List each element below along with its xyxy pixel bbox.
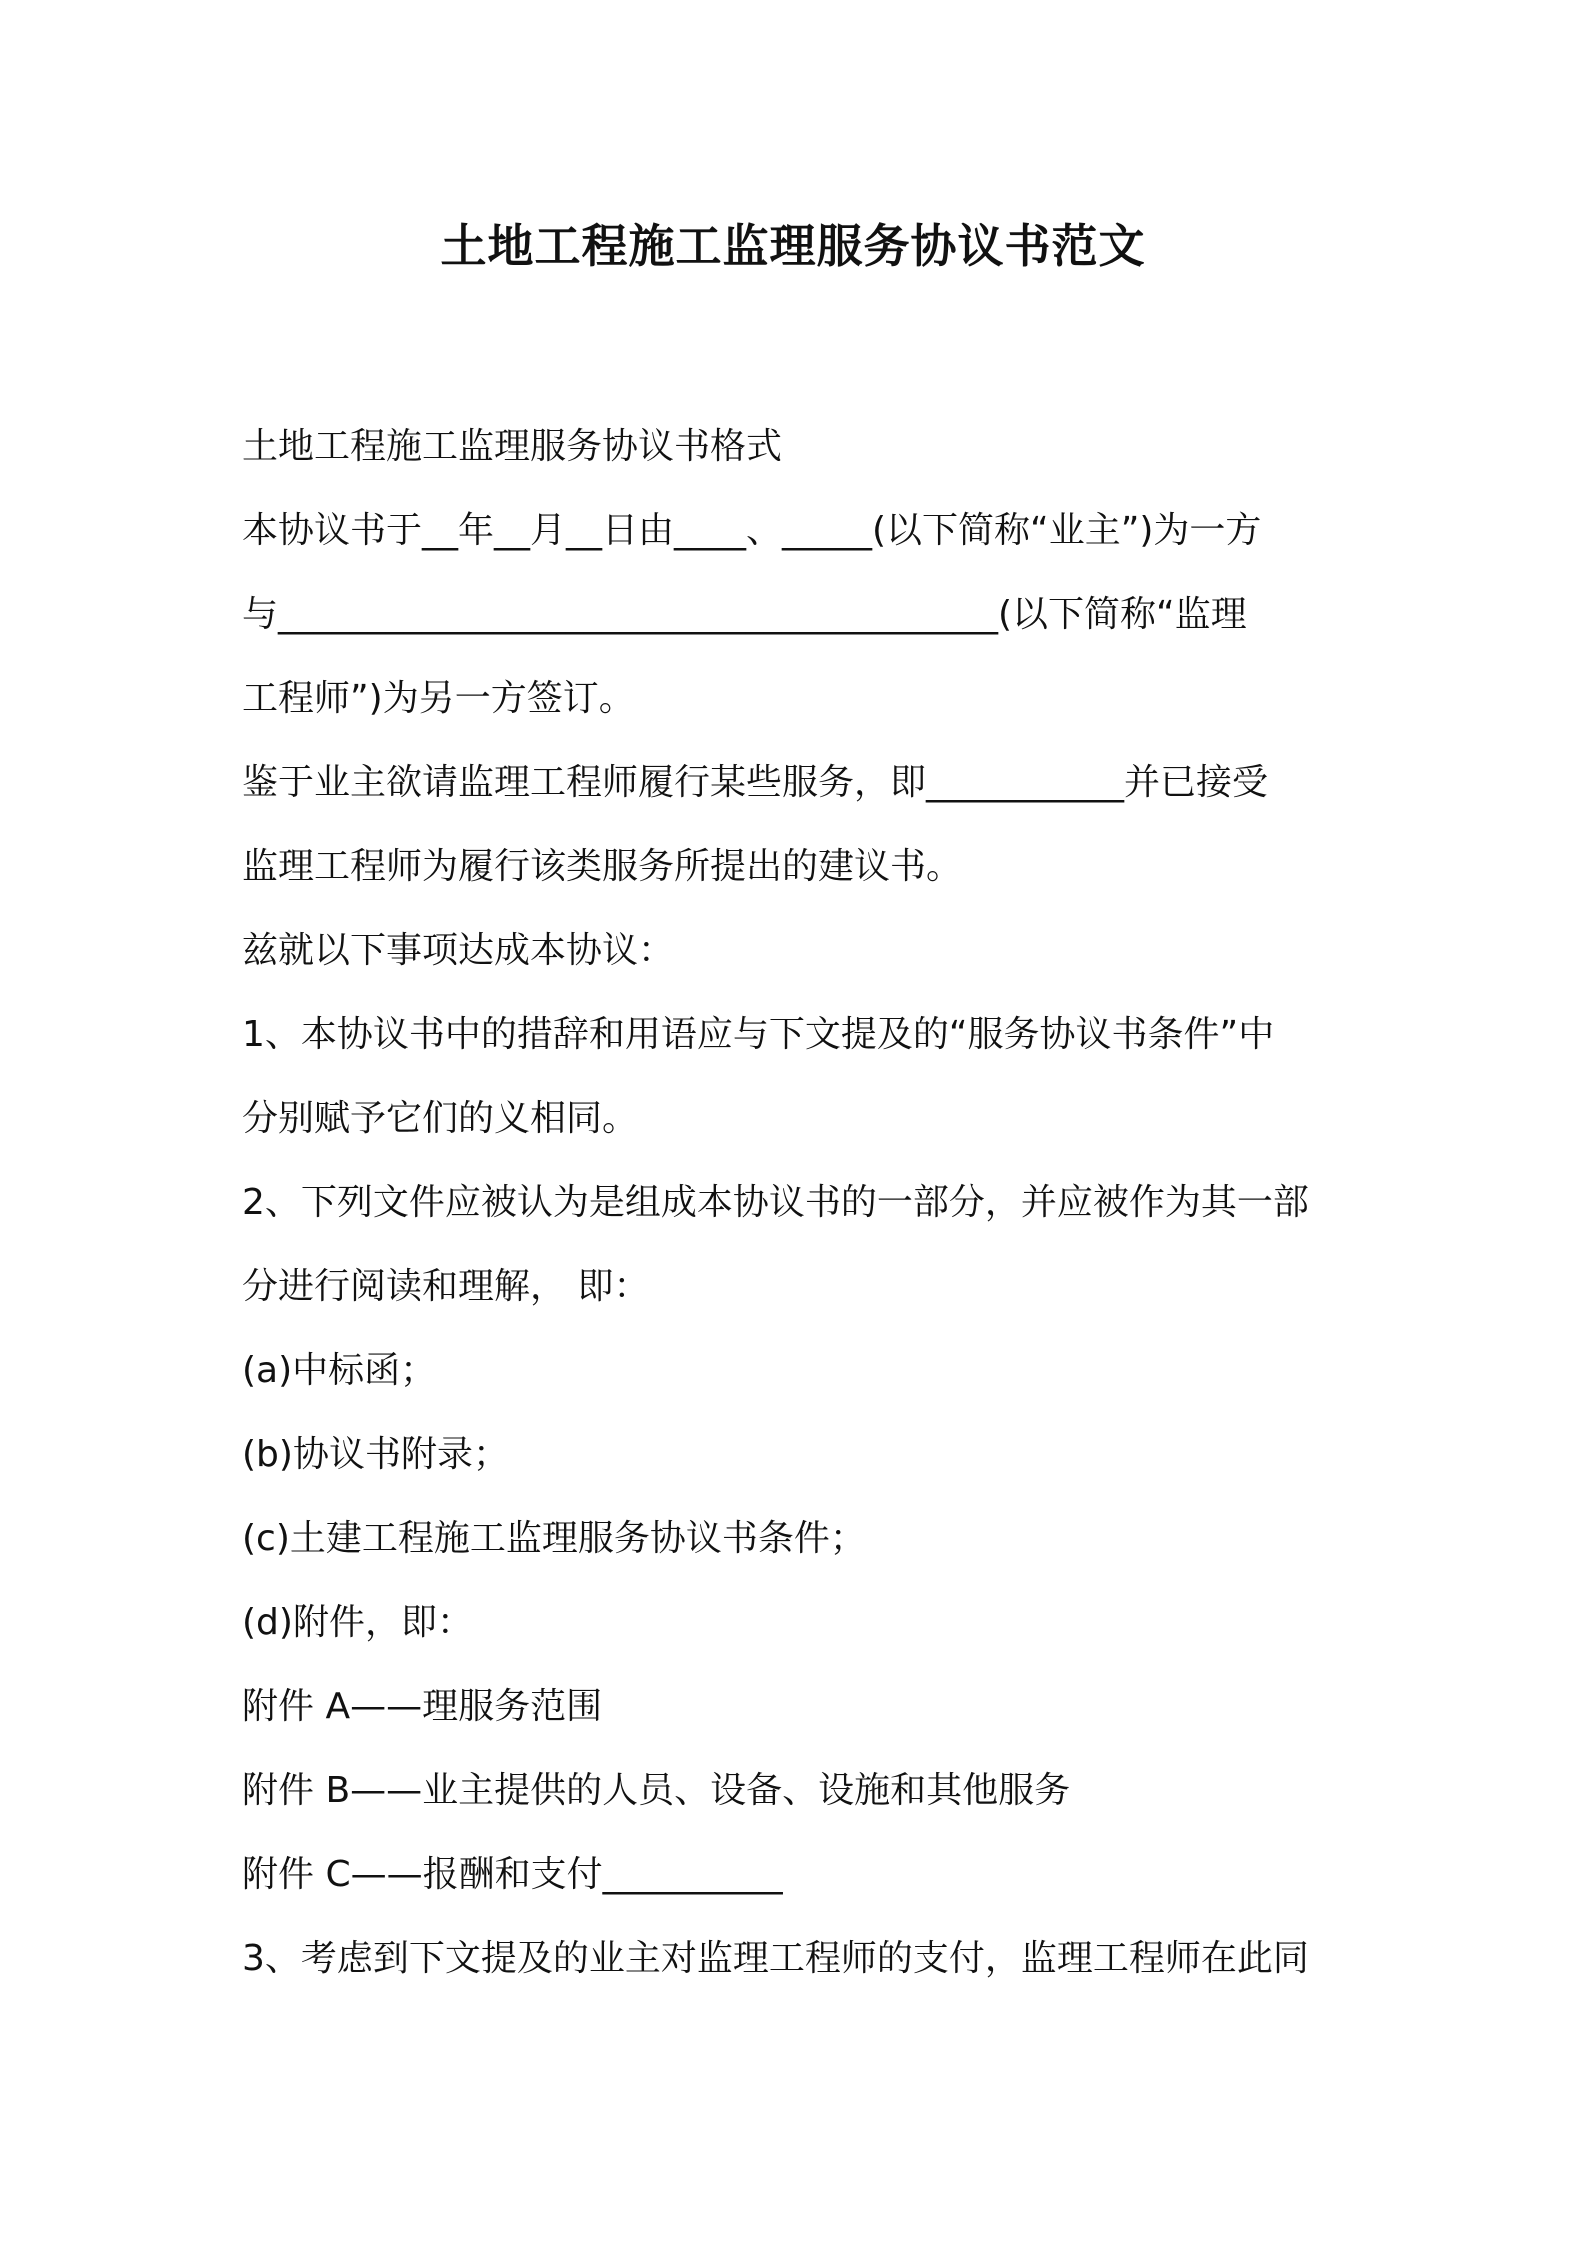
clause-2-line: 分进行阅读和理解， 即：	[242, 1266, 650, 1307]
document-body	[242, 405, 1362, 2001]
list-item-a: (a)中标函；	[242, 1350, 437, 1391]
clause-1-line: 分别赋予它们的义相同。	[242, 1098, 639, 1139]
document-title: 土地工程施工监理服务协议书范文	[440, 219, 1146, 273]
paragraph-line: 监理工程师为履行该类服务所提出的建议书。	[242, 846, 963, 887]
format-heading: 土地工程施工监理服务协议书格式	[242, 426, 783, 467]
paragraph-line: 工程师”)为另一方签订。	[242, 678, 635, 719]
list-item-b: (b)协议书附录；	[242, 1434, 509, 1475]
list-item-c: (c)土建工程施工监理服务协议书条件；	[242, 1518, 866, 1559]
annex-c: 附件 C——报酬和支付__________	[242, 1854, 783, 1895]
clause-3-line: 3、考虑到下文提及的业主对监理工程师的支付，监理工程师在此同	[242, 1938, 1309, 1979]
clause-2-line: 2、下列文件应被认为是组成本协议书的一部分，并应被作为其一部	[242, 1182, 1309, 1223]
paragraph-line: 与________________________________________(以下简称“监理	[242, 594, 1247, 635]
clause-1-line: 1、本协议书中的措辞和用语应与下文提及的“服务协议书条件”中	[242, 1014, 1275, 1055]
list-item-d: (d)附件，即：	[242, 1602, 473, 1643]
paragraph-line: 本协议书于__年__月__日由____、_____(以下简称“业主”)为一方	[242, 510, 1262, 551]
paragraph-line: 兹就以下事项达成本协议：	[242, 930, 675, 971]
annex-b: 附件 B——业主提供的人员、设备、设施和其他服务	[242, 1770, 1071, 1811]
paragraph-line: 鉴于业主欲请监理工程师履行某些服务，即___________并已接受	[242, 762, 1269, 803]
annex-a: 附件 A——理服务范围	[242, 1686, 603, 1727]
